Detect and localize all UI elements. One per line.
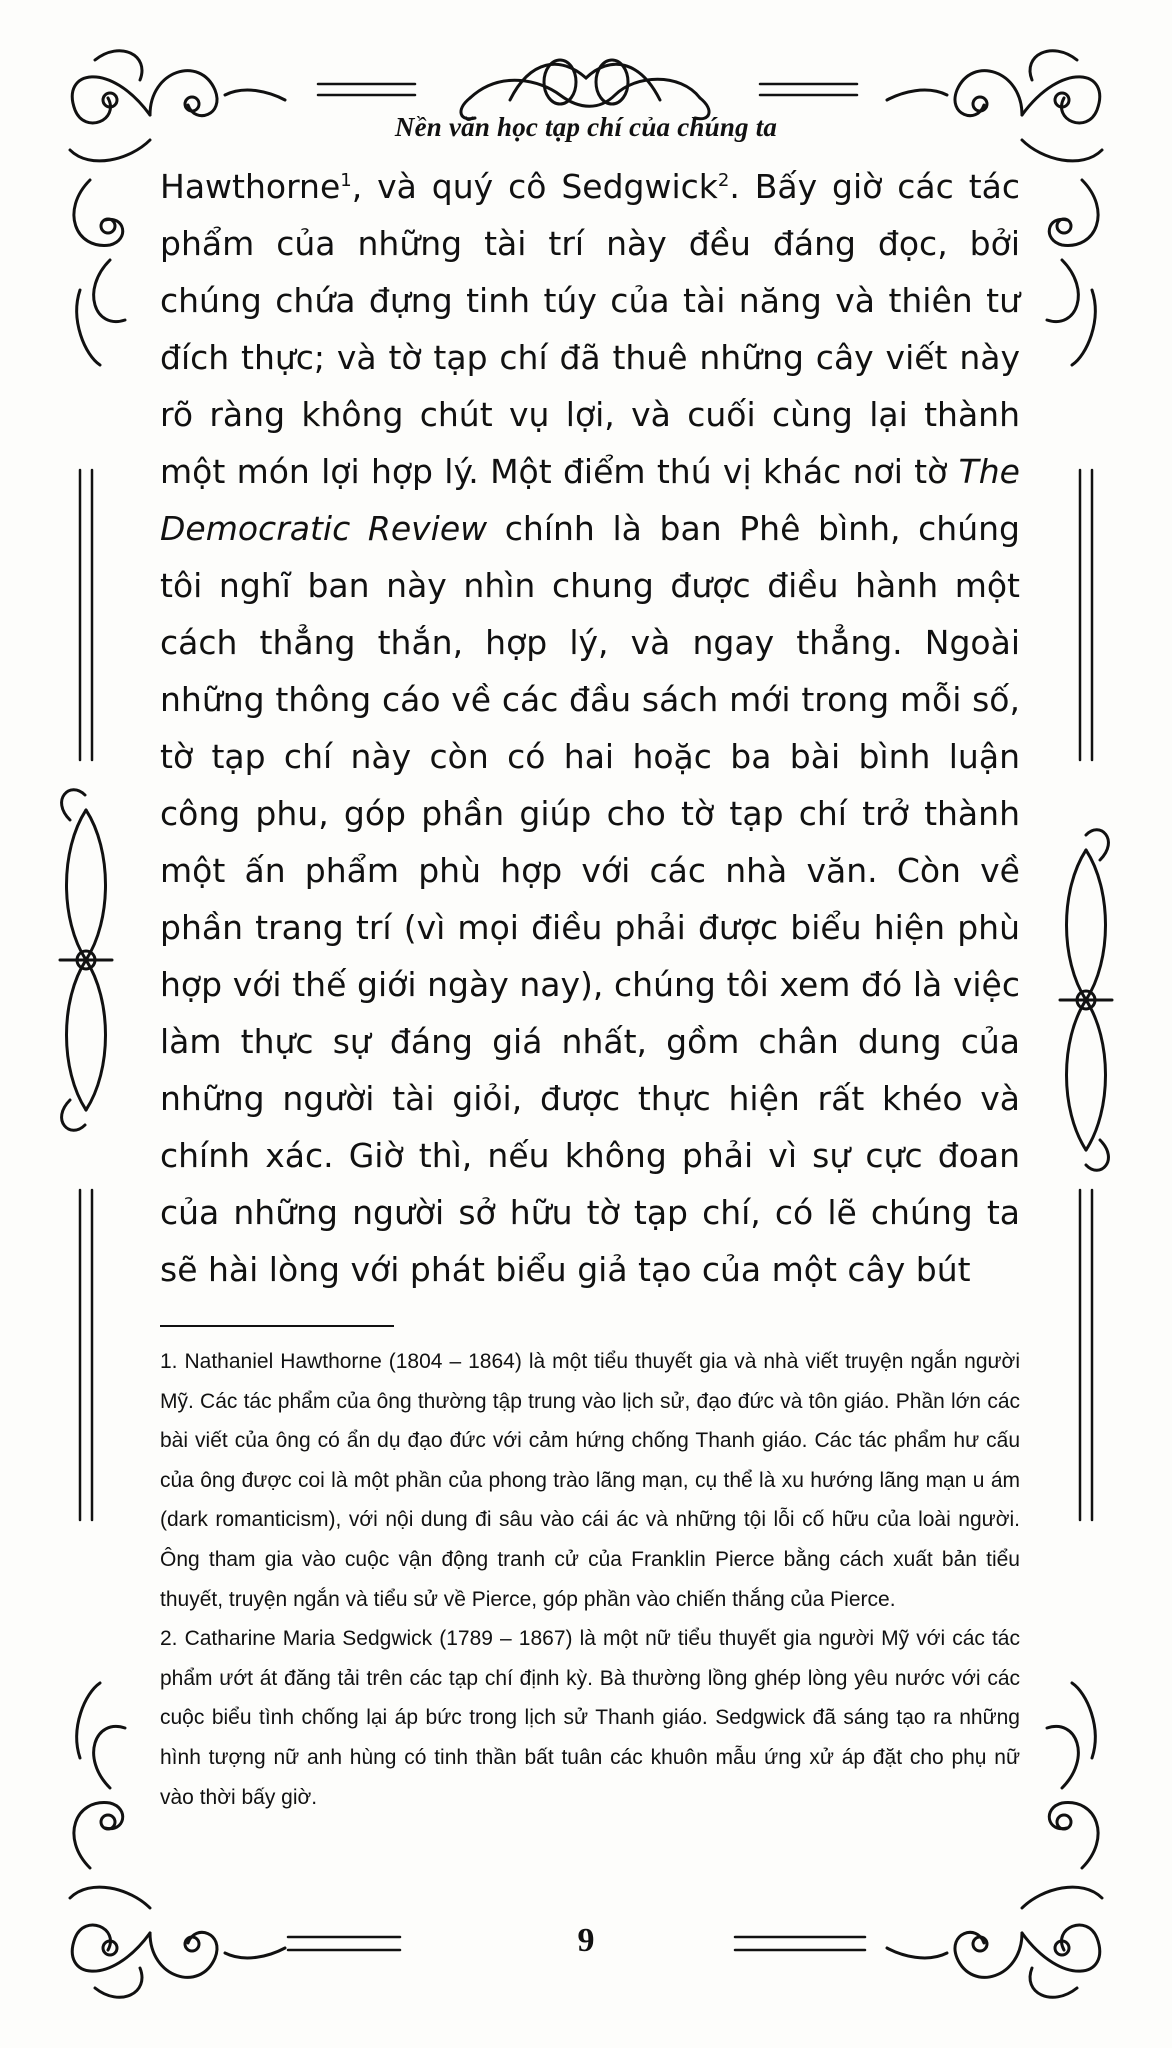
body-text-segment: . Bấy giờ các tác phẩm của những tài trí này đều đáng đọc, bởi chúng chứa đựng tinh túy của tài năng và thiên tư đích thực; và tờ tạp chí đã thuê những cây viết này rõ ràng không chút vụ lợi, và cuối cùng lại thành một món lợi hợp lý. Một điểm thú vị khác nơi tờ: [160, 167, 1020, 491]
body-text-segment: , và quý cô Sedgwick: [351, 167, 718, 206]
body-text-segment: chính là ban Phê bình, chúng tôi nghĩ ban này nhìn chung được điều hành một cách thẳng thắn, hợp lý, và ngay thẳng. Ngoài những thông cáo về các đầu sách mới trong mỗi số, tờ tạp chí này còn có hai hoặc ba bài bình luận công phu, góp phần giúp cho tờ tạp chí trở thành một ấn phẩm phù hợp với các nhà văn. Còn về phần trang trí (vì mọi điều phải được biểu hiện phù hợp với thế giới ngày nay), chúng tôi xem đó là việc làm thực sự đáng giá nhất, gồm chân dung của những người tài giỏi, được thực hiện rất khéo và chính xác. Giờ thì, nếu không phải vì sự cực đoan của những người sở hữu tờ tạp chí, có lẽ chúng ta sẽ hài lòng với phát biểu giả tạo của một cây bút: [160, 509, 1020, 1289]
left-vertical-rules: [80, 470, 92, 1520]
footnotes: [160, 1342, 1020, 1817]
right-middle-ornament: [1060, 830, 1112, 1170]
left-middle-ornament: [60, 790, 112, 1130]
top-double-rules: [318, 84, 857, 95]
body-text: [160, 158, 1020, 1298]
page-number: 9: [577, 1922, 595, 1959]
footnote-1: 1. Nathaniel Hawthorne (1804 – 1864) là một tiểu thuyết gia và nhà viết truyện ngắn người Mỹ. Các tác phẩm của ông thường tập trung vào lịch sử, đạo đức và tôn giáo. Phần lớn các bài viết của ông có ẩn dụ đạo đức với cảm hứng chống Thanh giáo. Các tác phẩm hư cấu của ông được coi là một phần của phong trào lãng mạn, cụ thể là xu hướng lãng mạn u ám (dark romanticism), với nội dung đi sâu vào cái ác và những tội lỗi cố hữu của loài người. Ông tham gia vào cuộc vận động tranh cử của Franklin Pierce bằng cách xuất bản tiểu thuyết, truyện ngắn và tiểu sử về Pierce, góp phần vào chiến thắng của Pierce.: [160, 1350, 1020, 1611]
body-text-segment: Hawthorne: [160, 167, 341, 206]
footnote-ref-1[interactable]: 1: [340, 170, 352, 191]
journal-title: The Democratic Review: [160, 452, 1020, 548]
running-header: Nền văn học tạp chí của chúng ta: [394, 112, 778, 142]
footnote-ref-2[interactable]: 2: [717, 170, 730, 191]
body-paragraph: [160, 158, 1020, 1298]
top-center-ornament: [461, 60, 709, 119]
footnote-separator: [160, 1325, 394, 1327]
footnote-2: 2. Catharine Maria Sedgwick (1789 – 1867) là một nữ tiểu thuyết gia người Mỹ với các tác phẩm ướt át đăng tải trên các tạp chí định kỳ. Bà thường lồng ghép lòng yêu nước với các cuộc biểu tình chống lại áp bức trong lịch sử Thanh giáo. Sedgwick đã sáng tạo ra những hình tượng nữ anh hùng có tinh thần bất tuân các khuôn mẫu ứng xử áp đặt cho phụ nữ vào thời bấy giờ.: [160, 1627, 1020, 1809]
